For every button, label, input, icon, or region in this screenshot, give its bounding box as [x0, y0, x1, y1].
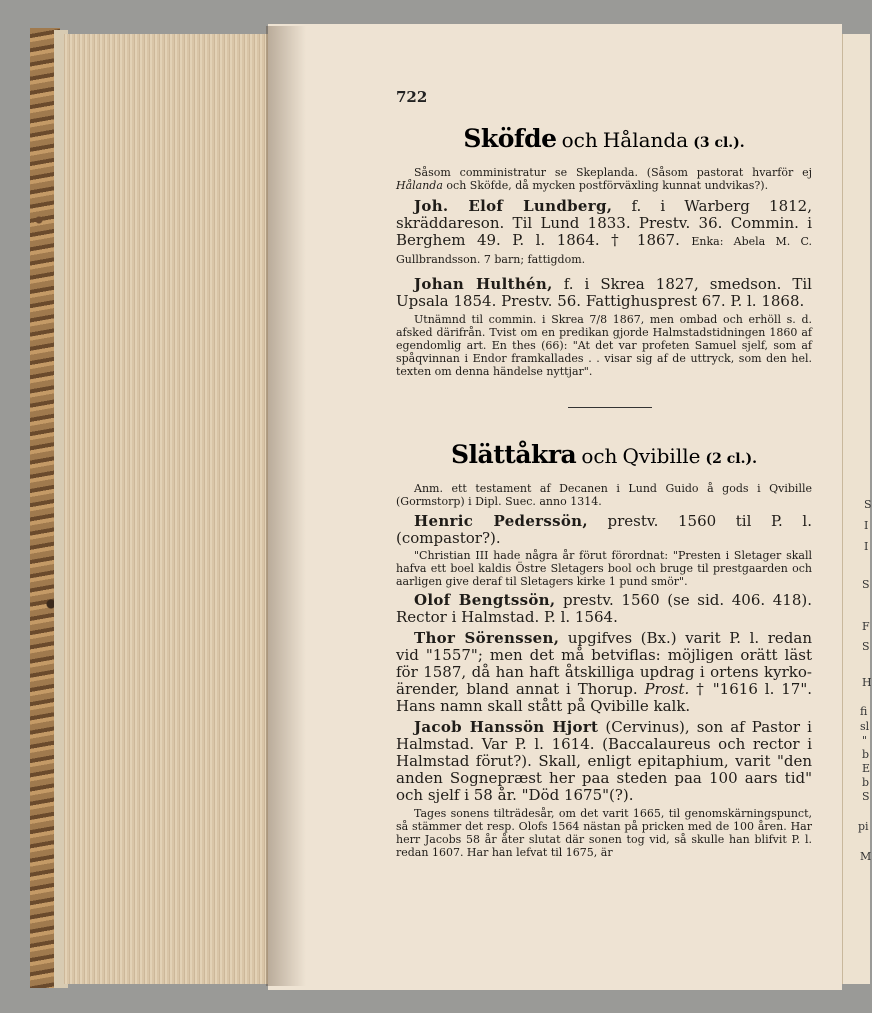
entry-soerenssen — [396, 630, 812, 715]
entry-name: Henric Pederssön, — [414, 512, 588, 530]
entry-note: Tages sonens tilträdesår, om det varit 1665, til genomskärningspunct, så stämmer det resp. Olofs 1564 nästan på pricken med de 100 åren. Har herr Jacobs 58 år åter slutat där sonen tog vid, så skulle han blifvit P. l. redan 1607. Har han lefvat til 1675, är — [396, 807, 812, 859]
conjunction: och — [581, 444, 618, 468]
place-name: Sköfde — [463, 124, 557, 153]
entry-italic: Prost. — [644, 680, 690, 698]
section1-body — [396, 166, 812, 378]
margin-letter: S — [862, 790, 870, 803]
margin-letter: F — [862, 620, 870, 633]
margin-letter: S — [862, 578, 870, 591]
entry-pederssoen — [396, 513, 812, 547]
conjunction: och — [561, 128, 598, 152]
entry-text: f. i Skrea 1827, smedson. Til Upsala 1854. Prestv. 56. Fattighusprest 67. P. l. 1868. — [396, 275, 812, 310]
note-text: och Sköfde, då mycken postförväxling kunnat undvikas?). — [446, 179, 769, 192]
margin-letter: H — [862, 676, 872, 689]
entry-name: Johan Hulthén, — [414, 275, 553, 293]
class-label: (2 cl.). — [705, 451, 758, 467]
entry-note: "Christian III hade några år förut förordnat: "Presten i Sletager skall hafva ett boel kaldis Östre Sletagers bool och bruge til prestgaarden och aarligen give deraf til Sletagers kirke 1 pund smör". — [396, 549, 812, 588]
section2-body — [396, 482, 812, 859]
margin-letter: S — [862, 640, 870, 653]
note-italic: Hålanda — [396, 179, 443, 192]
place-name-2: Qvibille — [622, 444, 701, 468]
margin-letter: E — [862, 762, 871, 775]
entry-name: Olof Bengtssön, — [414, 591, 556, 609]
entry-lundberg — [396, 198, 812, 268]
entry-text: prestv. 1560 til P. l. (compastor?). — [396, 512, 812, 547]
margin-letter: I — [864, 540, 869, 553]
margin-letter: S — [864, 498, 872, 511]
place-name: Slättåkra — [450, 440, 577, 469]
margin-letter: b — [862, 776, 870, 789]
note-text: ej — [802, 166, 813, 179]
anm-note: Anm. ett testament af Decanen i Lund Guido å gods i Qvibille (Gormstorp) i Dipl. Suec. anno 1314. — [396, 482, 812, 508]
entry-bengtssoen — [396, 592, 812, 626]
section-heading-skofde — [396, 124, 812, 153]
place-name-2: Hålanda — [602, 128, 689, 152]
entry-text: upgifves (Bx.) varit P. l. redan vid "1557"; men det må betviflas: möjligen orätt läst för 1587, då han haft åtskilliga updrag i ortens kyrkoärender, bland annat i Thorup. — [396, 629, 812, 698]
margin-letter: sl — [860, 720, 870, 733]
entry-small-text: Enka: Abela M. C. Gullbrandsson. 7 barn; fattigdom. — [396, 235, 812, 266]
entry-text: (Cervinus), son af Pastor i Halmstad. Var P. l. 1614. (Baccalaureus och rector i Halmstad förut?). Skall, enligt epitaphium, varit "den anden Sognepræst her paa steden paa 100 aars tid" och sjelf i 58 år. "Död 1675"(?). — [396, 718, 812, 804]
entry-text: † "1616 l. 17". Hans namn skall stått på Qvibille kalk. — [396, 680, 812, 715]
note-text: Såsom comministratur se Skeplanda. (Såsom pastorat hvarför — [414, 166, 794, 179]
section-note — [396, 166, 812, 192]
gutter-shadow — [266, 26, 306, 986]
page-edges-block — [64, 34, 272, 984]
class-label: (3 cl.). — [693, 135, 745, 151]
margin-letter: pi — [858, 820, 869, 833]
entry-name: Jacob Hanssön Hjort — [414, 718, 599, 736]
entry-text: f. i Warberg 1812, skräddareson. Til Lund 1833. Prestv. 36. Commin. i Berghem 49. P. l. 1864. † 1867. — [396, 197, 812, 249]
entry-hjort — [396, 719, 812, 804]
entry-hulthen — [396, 276, 812, 310]
section-divider — [568, 407, 652, 408]
entry-name: Joh. Elof Lundberg, — [414, 197, 613, 215]
page-number: 722 — [396, 88, 428, 106]
entry-text: prestv. 1560 (se sid. 406. 418). Rector i Halmstad. P. l. 1564. — [396, 591, 812, 626]
section-heading-slattakra — [396, 440, 812, 469]
margin-letter: fi — [860, 705, 868, 718]
margin-letter: M — [860, 850, 872, 863]
entry-name: Thor Sörenssen, — [414, 629, 560, 647]
margin-letter: b — [862, 748, 870, 761]
entry-note: Utnämnd til commin. i Skrea 7/8 1867, men ombad och erhöll s. d. afsked därifrån. Tvist om en predikan gjorde Halmstadstidningen 1860 af egendomlig art. En thes (66): "At det var profeten Samuel sjelf, som af spåqvinnan i Endor framkallades . . visar sig af de uttryck, som den hel. texten om denna händelse nyttjar". — [396, 313, 812, 378]
margin-letter: I — [864, 519, 869, 532]
margin-letter: " — [862, 734, 868, 747]
